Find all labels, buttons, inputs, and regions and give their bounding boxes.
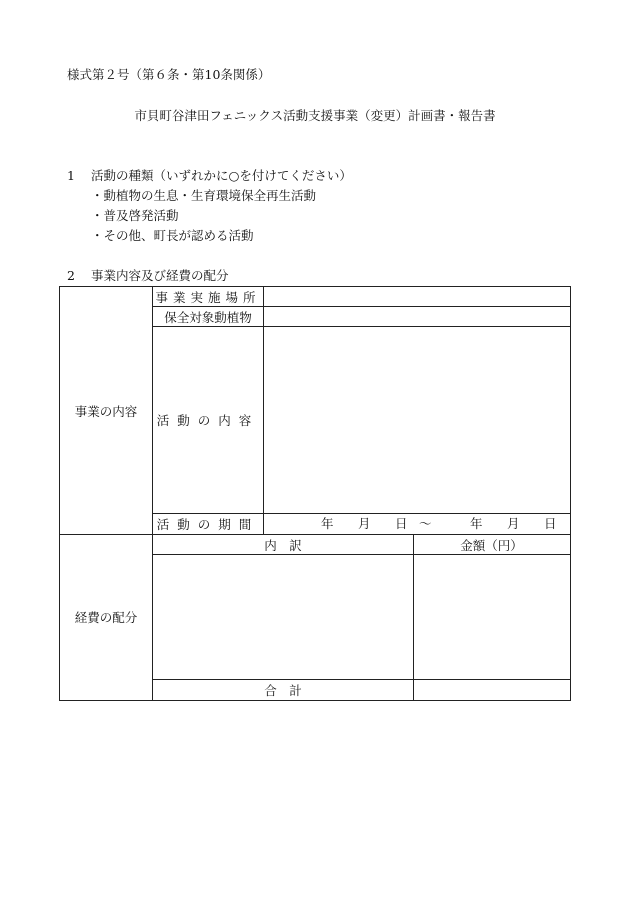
total-label: 合 計: [264, 682, 302, 698]
section1-heading: [67, 170, 352, 183]
amount-input[interactable]: [414, 555, 569, 679]
activity-content-input[interactable]: [264, 327, 569, 513]
activity-period-label: 活動の期間: [156, 517, 260, 532]
activity-option-other[interactable]: ・その他、町長が認める活動: [91, 228, 254, 243]
activity-option-awareness[interactable]: ・普及啓発活動: [91, 208, 179, 223]
activity-content-label: 活動の内容: [156, 413, 260, 428]
period-separator: ～: [419, 516, 432, 531]
amount-header: 金額（円）: [460, 537, 523, 553]
target-label: 保全対象動植物: [164, 309, 252, 325]
period-start-year: 年: [321, 516, 334, 531]
period-start-month: 月: [358, 516, 371, 531]
period-end-year: 年: [470, 516, 483, 531]
location-input[interactable]: [264, 287, 569, 306]
period-end-month: 月: [507, 516, 520, 531]
target-input[interactable]: [264, 307, 569, 326]
location-label: 事業実施場所: [155, 289, 261, 305]
section1-number: 1: [67, 168, 75, 183]
section2-heading: [67, 270, 229, 283]
breakdown-header: 内 訳: [264, 537, 302, 553]
section1-heading-text: 活動の種類（いずれかに○を付けてください）: [91, 168, 352, 183]
form-number: 様式第２号（第６条・第10条関係）: [67, 67, 271, 82]
total-amount-input[interactable]: [414, 680, 569, 699]
breakdown-input[interactable]: [153, 555, 413, 679]
section2-number: 2: [67, 268, 75, 283]
business-content-label: 事業の内容: [74, 403, 138, 419]
section2-heading-text: 事業内容及び経費の配分: [91, 268, 229, 283]
expense-allocation-label: 経費の配分: [74, 610, 138, 625]
period-start-day: 日: [395, 516, 408, 531]
activity-option-habitat[interactable]: ・動植物の生息・生育環境保全再生活動: [91, 188, 317, 203]
period-end-day: 日: [544, 516, 557, 531]
document-title: 市貝町谷津田フェニックス活動支援事業（変更）計画書・報告書: [134, 108, 496, 123]
